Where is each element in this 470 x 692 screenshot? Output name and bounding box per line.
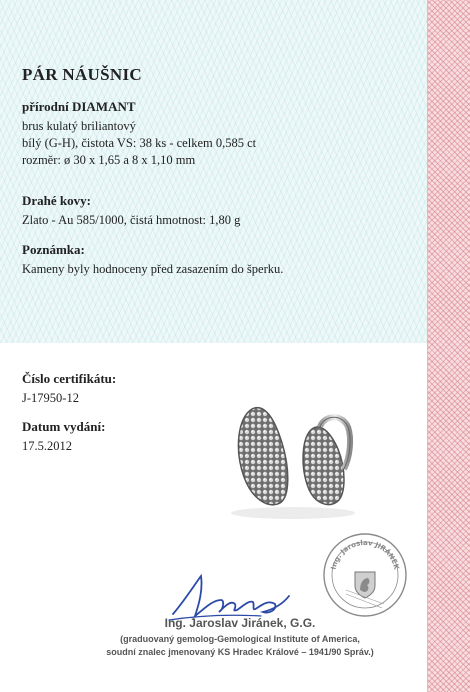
stone-size: rozměr: ø 30 x 1,65 a 8 x 1,10 mm xyxy=(22,153,196,167)
note-label: Poznámka: xyxy=(22,242,85,257)
svg-text:Ing. Jaroslav JIRÁNEK xyxy=(330,539,401,571)
issue-date-label: Datum vydání: xyxy=(22,419,106,434)
cert-number-value: J-17950-12 xyxy=(22,391,79,405)
stone-type: přírodní DIAMANT xyxy=(22,99,136,114)
issue-date-value: 17.5.2012 xyxy=(22,439,72,453)
cert-number-label: Číslo certifikátu: xyxy=(22,371,117,386)
metals-value: Zlato - Au 585/1000, čistá hmotnost: 1,80 g xyxy=(22,213,241,227)
signer-name: Ing. Jaroslav Jiránek, G.G. xyxy=(164,616,316,630)
security-strip xyxy=(428,0,470,692)
metals-label: Drahé kovy: xyxy=(22,193,91,208)
stone-cut: brus kulatý briliantový xyxy=(22,119,136,133)
signer-credentials-line-1: (graduovaný gemolog-Gemological Institute of America, xyxy=(120,634,360,644)
signer-credentials-line-2: soudní znalec jmenovaný KS Hradec Králové – 1941/90 Správ.) xyxy=(106,647,374,657)
guilloche-background xyxy=(0,0,428,343)
stone-color-clarity: bílý (G-H), čistota VS: 38 ks - celkem 0,585 ct xyxy=(22,136,257,150)
official-stamp xyxy=(322,532,408,618)
earrings-photo xyxy=(208,387,386,527)
strip-edge xyxy=(427,0,428,692)
note-value: Kameny byly hodnoceny před zasazením do šperku. xyxy=(22,262,284,276)
certificate-title: PÁR NÁUŠNIC xyxy=(22,65,142,84)
stamp-text: Ing. Jaroslav JIRÁNEK xyxy=(329,538,401,571)
